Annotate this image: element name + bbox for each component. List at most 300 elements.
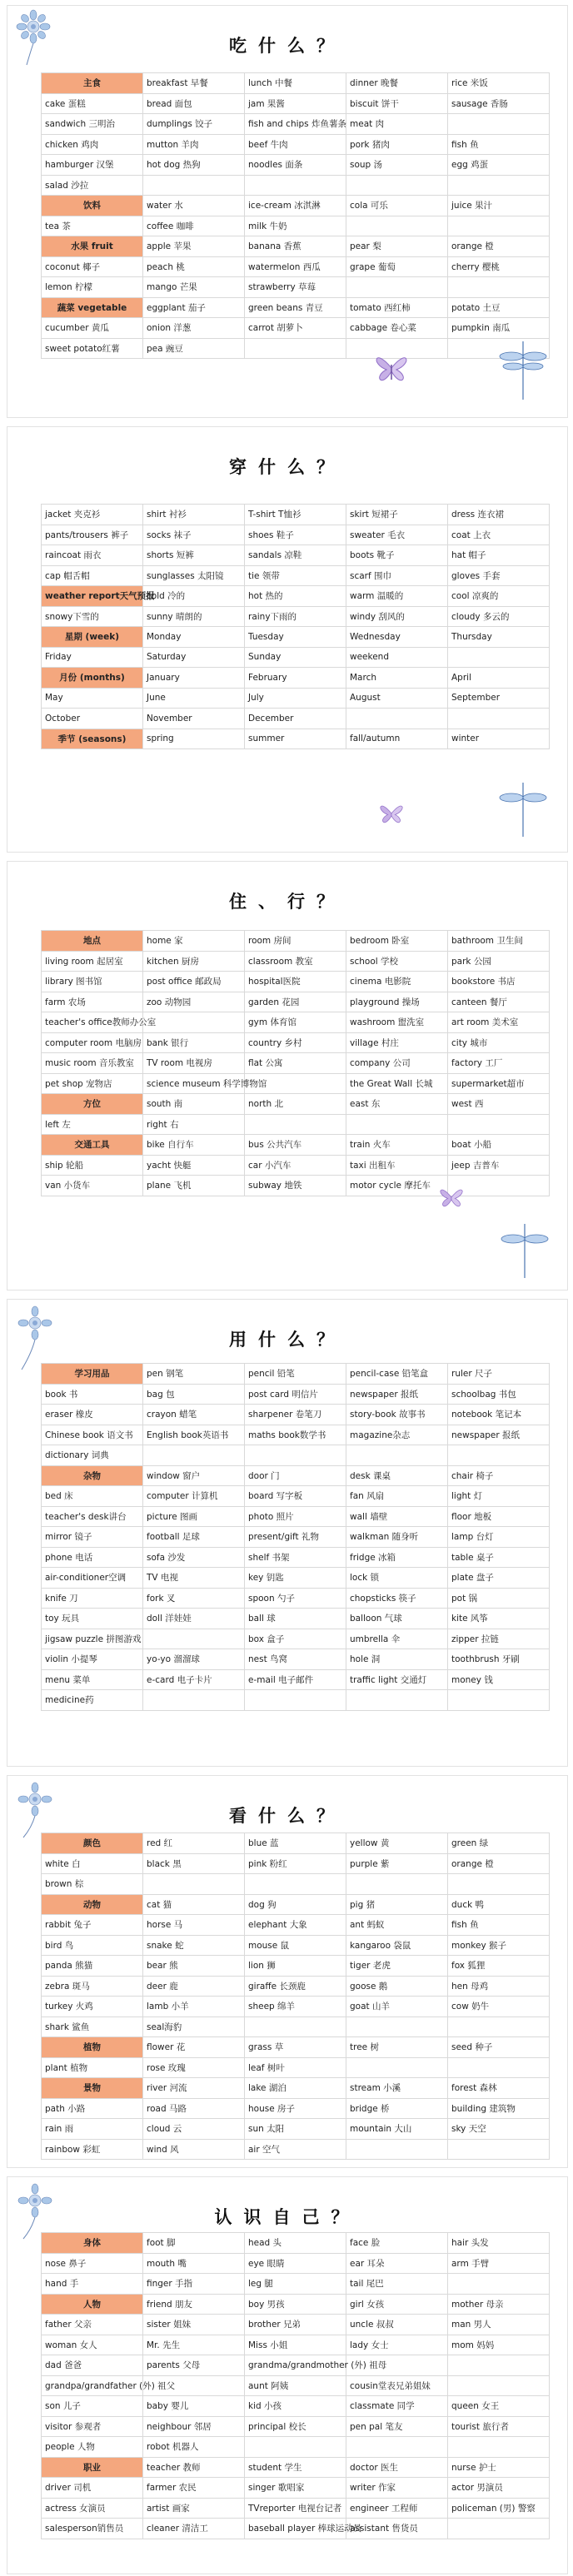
flower-decoration-icon: [12, 2181, 62, 2239]
vocab-cell: path 小路: [42, 2098, 143, 2119]
vocab-cell: November: [143, 709, 245, 729]
vocab-cell: farmer 农民: [143, 2478, 245, 2499]
vocab-cell: shelf 书架: [245, 1547, 346, 1568]
vocab-cell: maths book数学书: [245, 1425, 346, 1445]
vocab-cell: road 马路: [143, 2098, 245, 2119]
vocab-cell: January: [143, 668, 245, 689]
table-row: [42, 1935, 550, 1956]
vocab-cell: salad 沙拉: [42, 175, 143, 196]
category-header-cell: 交通工具: [42, 1135, 143, 1156]
vocab-cell: [448, 2375, 550, 2396]
table-row: [42, 236, 550, 257]
vocab-cell: teacher's office教师办公室: [42, 1012, 143, 1033]
vocab-cell: country 乡村: [245, 1032, 346, 1053]
vocab-cell: seed 种子: [448, 2037, 550, 2058]
vocab-cell: post card 明信片: [245, 1384, 346, 1405]
vocab-cell: driver 司机: [42, 2478, 143, 2499]
vocab-cell: tea 茶: [42, 216, 143, 236]
table-row: [42, 2335, 550, 2355]
vocab-cell: sweet potato红薯: [42, 338, 143, 359]
vocab-cell: breakfast 早餐: [143, 73, 245, 94]
vocab-cell: cousin堂表兄弟姐妹: [346, 2375, 448, 2396]
section-panel-places: [7, 861, 568, 1290]
vocab-cell: yo-yo 溜溜球: [143, 1649, 245, 1670]
vocab-cell: newspaper 报纸: [346, 1384, 448, 1405]
vocab-cell: lion 狮: [245, 1956, 346, 1977]
flower-decoration-icon: [8, 7, 58, 65]
vocab-cell: Friday: [42, 647, 143, 668]
vocab-cell: [448, 2139, 550, 2160]
category-header-cell: 植物: [42, 2037, 143, 2058]
vocab-cell: [448, 2274, 550, 2295]
vocab-cell: rainy下雨的: [245, 606, 346, 627]
vocab-cell: coat 上衣: [448, 525, 550, 545]
vocab-cell: pencil-case 铅笔盒: [346, 1364, 448, 1385]
vocab-cell: [346, 216, 448, 236]
vocab-cell: chair 椅子: [448, 1465, 550, 1486]
vocab-cell: hand 手: [42, 2274, 143, 2295]
vocab-cell: hat 帽子: [448, 545, 550, 566]
vocab-cell: lock 锁: [346, 1568, 448, 1589]
vocab-table: [41, 72, 550, 359]
vocab-cell: air-conditioner空调: [42, 1568, 143, 1589]
table-row: [42, 1894, 550, 1915]
vocab-cell: baseball player 棒球运动员: [245, 2519, 346, 2539]
vocab-cell: mouse 鼠: [245, 1935, 346, 1956]
table-row: [42, 1506, 550, 1527]
vocab-cell: [143, 1690, 245, 1711]
vocab-cell: monkey 猴子: [448, 1935, 550, 1956]
table-row: [42, 2396, 550, 2417]
vocab-cell: sharpener 卷笔刀: [245, 1405, 346, 1425]
vocab-cell: father 父亲: [42, 2315, 143, 2335]
vocab-cell: skirt 短裙子: [346, 505, 448, 525]
vocab-cell: desk 课桌: [346, 1465, 448, 1486]
vocab-cell: plate 盘子: [448, 1568, 550, 1589]
vocab-cell: wind 风: [143, 2139, 245, 2160]
vocab-cell: sister 姐妹: [143, 2315, 245, 2335]
category-header-cell: 动物: [42, 1894, 143, 1915]
vocab-cell: [245, 1690, 346, 1711]
category-header-cell: 颜色: [42, 1833, 143, 1854]
section-panel-see: [7, 1775, 568, 2168]
vocab-cell: April: [448, 668, 550, 689]
flower-decoration-icon: [12, 1303, 62, 1370]
vocab-cell: mirror 镜子: [42, 1527, 143, 1548]
vocab-cell: cap 帽舌帽: [42, 565, 143, 586]
vocab-cell: lady 女士: [346, 2335, 448, 2355]
vocab-cell: stream 小溪: [346, 2078, 448, 2099]
vocab-cell: boat 小船: [448, 1135, 550, 1156]
vocab-cell: school 学校: [346, 951, 448, 972]
vocab-cell: house 房子: [245, 2098, 346, 2119]
vocab-cell: table 桌子: [448, 1547, 550, 1568]
table-row: [42, 2478, 550, 2499]
vocab-cell: TV 电视: [143, 1568, 245, 1589]
vocab-cell: medicine药: [42, 1690, 143, 1711]
vocab-cell: cucumber 黄瓜: [42, 318, 143, 339]
vocab-cell: home 家: [143, 931, 245, 952]
vocab-cell: sky 天空: [448, 2119, 550, 2140]
vocab-cell: newspaper 报纸: [448, 1425, 550, 1445]
vocab-cell: snowy下雪的: [42, 606, 143, 627]
table-row: [42, 1690, 550, 1711]
vocab-cell: [346, 277, 448, 298]
vocab-cell: [245, 2017, 346, 2037]
vocab-cell: walkman 随身听: [346, 1527, 448, 1548]
category-header-cell: 饮料: [42, 196, 143, 216]
vocab-cell: [245, 1114, 346, 1135]
vocab-cell: spoon 勺子: [245, 1588, 346, 1609]
vocab-cell: leaf 树叶: [245, 2057, 346, 2078]
section-panel-things: [7, 1299, 568, 1767]
vocab-cell: pen pal 笔友: [346, 2416, 448, 2437]
dragonfly-icon: [490, 774, 556, 841]
vocab-cell: [448, 1114, 550, 1135]
vocab-cell: pig 猪: [346, 1894, 448, 1915]
vocab-cell: rabbit 兔子: [42, 1915, 143, 1936]
vocab-cell: ear 耳朵: [346, 2253, 448, 2274]
vocab-cell: spring: [143, 729, 245, 749]
vocab-cell: e-card 电子卡片: [143, 1669, 245, 1690]
table-row: [42, 2274, 550, 2295]
vocab-cell: queen 女王: [448, 2396, 550, 2417]
vocab-cell: egg 鸡蛋: [448, 155, 550, 176]
vocab-cell: gloves 手套: [448, 565, 550, 586]
vocab-cell: strawberry 草莓: [245, 277, 346, 298]
table-row: [42, 1588, 550, 1609]
vocab-cell: sandals 凉鞋: [245, 545, 346, 566]
vocab-cell: brown 棕: [42, 1874, 143, 1895]
vocab-cell: raincoat 雨衣: [42, 545, 143, 566]
table-row: [42, 318, 550, 339]
vocab-cell: banana 香蕉: [245, 236, 346, 257]
vocab-cell: [448, 175, 550, 196]
section-title: 吃什么？: [229, 36, 346, 56]
vocab-cell: football 足球: [143, 1527, 245, 1548]
vocab-cell: room 房间: [245, 931, 346, 952]
category-header-cell: 方位: [42, 1094, 143, 1115]
vocab-cell: living room 起居室: [42, 951, 143, 972]
vocab-cell: fish 鱼: [448, 134, 550, 155]
vocab-cell: chicken 鸡肉: [42, 134, 143, 155]
category-header-cell: 杂物: [42, 1465, 143, 1486]
vocab-cell: gym 体育馆: [245, 1012, 346, 1033]
vocab-cell: [143, 1629, 245, 1649]
vocab-cell: meat 肉: [346, 114, 448, 135]
table-row: [42, 1669, 550, 1690]
table-row: [42, 972, 550, 992]
vocab-cell: zipper 拉链: [448, 1629, 550, 1649]
vocab-cell: kangaroo 袋鼠: [346, 1935, 448, 1956]
vocab-cell: [448, 1874, 550, 1895]
vocab-cell: principal 校长: [245, 2416, 346, 2437]
vocab-cell: milk 牛奶: [245, 216, 346, 236]
vocab-cell: floor 地板: [448, 1506, 550, 1527]
table-row: [42, 1874, 550, 1895]
table-row: [42, 1032, 550, 1053]
category-header-cell: 地点: [42, 931, 143, 952]
vocab-cell: [448, 2057, 550, 2078]
vocab-cell: jam 果酱: [245, 93, 346, 114]
vocab-cell: tourist 旅行者: [448, 2416, 550, 2437]
vocab-cell: cold 冷的: [143, 586, 245, 607]
vocab-cell: [245, 338, 346, 359]
vocab-cell: story-book 故事书: [346, 1405, 448, 1425]
vocab-cell: mutton 羊肉: [143, 134, 245, 155]
vocab-cell: sun 太阳: [245, 2119, 346, 2140]
vocab-cell: wall 墙壁: [346, 1506, 448, 1527]
vocab-cell: [346, 2057, 448, 2078]
vocab-cell: coffee 咖啡: [143, 216, 245, 236]
vocab-cell: [346, 1445, 448, 1466]
vocab-cell: shark 鲨鱼: [42, 2017, 143, 2037]
vocab-cell: goose 鹅: [346, 1976, 448, 1997]
table-row: [42, 1649, 550, 1670]
vocab-cell: nose 鼻子: [42, 2253, 143, 2274]
vocab-cell: salesperson销售员: [42, 2519, 143, 2539]
vocab-cell: English book英语书: [143, 1425, 245, 1445]
vocab-cell: bathroom 卫生间: [448, 931, 550, 952]
vocab-cell: tail 尾巴: [346, 2274, 448, 2295]
vocab-cell: elephant 大象: [245, 1915, 346, 1936]
table-row: [42, 114, 550, 135]
vocab-cell: red 红: [143, 1833, 245, 1854]
table-row: [42, 1053, 550, 1074]
table-row: [42, 1915, 550, 1936]
vocab-cell: Wednesday: [346, 627, 448, 648]
table-row: [42, 1976, 550, 1997]
vocab-cell: bus 公共汽车: [245, 1135, 346, 1156]
vocab-cell: ball 球: [245, 1609, 346, 1629]
vocab-cell: woman 女人: [42, 2335, 143, 2355]
vocab-cell: dad 爸爸: [42, 2355, 143, 2376]
vocab-cell: windy 刮风的: [346, 606, 448, 627]
vocab-cell: tiger 老虎: [346, 1956, 448, 1977]
vocab-cell: the Great Wall 长城: [346, 1073, 448, 1094]
vocab-cell: jacket 夹克衫: [42, 505, 143, 525]
vocab-cell: building 建筑物: [448, 2098, 550, 2119]
dragonfly-icon: [490, 333, 556, 408]
vocab-cell: [448, 2519, 550, 2539]
vocab-table: [41, 930, 550, 1196]
vocab-cell: juice 果汁: [448, 196, 550, 216]
table-row: [42, 627, 550, 648]
vocab-table: [41, 1363, 550, 1711]
vocab-cell: leg 腿: [245, 2274, 346, 2295]
vocab-cell: soup 汤: [346, 155, 448, 176]
vocab-cell: train 火车: [346, 1135, 448, 1156]
table-row: [42, 277, 550, 298]
vocab-cell: air 空气: [245, 2139, 346, 2160]
section-title: 住、行？: [229, 892, 346, 912]
vocab-cell: black 黑: [143, 1853, 245, 1874]
vocab-cell: playground 操场: [346, 992, 448, 1012]
table-row: [42, 1445, 550, 1466]
vocab-cell: sofa 沙发: [143, 1547, 245, 1568]
vocab-cell: lamp 台灯: [448, 1527, 550, 1548]
vocab-cell: [245, 2437, 346, 2458]
vocab-cell: hamburger 汉堡: [42, 155, 143, 176]
vocab-cell: bank 银行: [143, 1032, 245, 1053]
vocab-cell: potato 土豆: [448, 297, 550, 318]
table-row: [42, 1527, 550, 1548]
vocab-cell: crayon 蜡笔: [143, 1405, 245, 1425]
vocab-cell: July: [245, 688, 346, 709]
table-row: [42, 2098, 550, 2119]
vocab-cell: eye 眼睛: [245, 2253, 346, 2274]
vocab-cell: February: [245, 668, 346, 689]
vocab-cell: dictionary 词典: [42, 1445, 143, 1466]
vocab-cell: goat 山羊: [346, 1997, 448, 2017]
vocab-cell: hot 热的: [245, 586, 346, 607]
vocab-cell: river 河流: [143, 2078, 245, 2099]
table-row: [42, 2253, 550, 2274]
vocab-cell: [448, 277, 550, 298]
vocab-cell: lemon 柠檬: [42, 277, 143, 298]
vocab-cell: pants/trousers 裤子: [42, 525, 143, 545]
vocab-cell: [143, 1445, 245, 1466]
vocab-cell: fish and chips 炸鱼薯条: [245, 114, 346, 135]
vocab-cell: window 窗户: [143, 1465, 245, 1486]
vocab-cell: computer room 电脑房: [42, 1032, 143, 1053]
vocab-cell: tomato 西红柿: [346, 297, 448, 318]
vocab-cell: visitor 参观者: [42, 2416, 143, 2437]
vocab-cell: zebra 斑马: [42, 1976, 143, 1997]
vocab-cell: teacher's desk讲台: [42, 1506, 143, 1527]
vocab-cell: mountain 大山: [346, 2119, 448, 2140]
vocab-cell: plant 植物: [42, 2057, 143, 2078]
vocab-cell: knife 刀: [42, 1588, 143, 1609]
vocab-cell: duck 鸭: [448, 1894, 550, 1915]
table-row: [42, 525, 550, 545]
vocab-cell: grass 草: [245, 2037, 346, 2058]
vocab-cell: apple 苹果: [143, 236, 245, 257]
vocab-cell: bear 熊: [143, 1956, 245, 1977]
vocab-cell: [143, 1012, 245, 1033]
vocab-cell: bedroom 卧室: [346, 931, 448, 952]
vocab-cell: company 公司: [346, 1053, 448, 1074]
vocab-cell: [346, 709, 448, 729]
vocab-cell: park 公园: [448, 951, 550, 972]
table-row: [42, 2416, 550, 2437]
vocab-cell: notebook 笔记本: [448, 1405, 550, 1425]
table-row: [42, 2233, 550, 2254]
vocab-cell: friend 朋友: [143, 2294, 245, 2315]
vocab-cell: engineer 工程师: [346, 2498, 448, 2519]
vocab-cell: orange 橙: [448, 1853, 550, 1874]
vocab-table: [41, 1833, 550, 2160]
vocab-cell: [245, 175, 346, 196]
table-row: [42, 2057, 550, 2078]
vocab-cell: eggplant 茄子: [143, 297, 245, 318]
vocab-cell: bridge 桥: [346, 2098, 448, 2119]
vocab-cell: garden 花园: [245, 992, 346, 1012]
table-row: [42, 1465, 550, 1486]
vocab-cell: cola 可乐: [346, 196, 448, 216]
table-row: [42, 951, 550, 972]
section-panel-self: [7, 2176, 568, 2574]
table-row: [42, 2139, 550, 2160]
vocab-cell: north 北: [245, 1094, 346, 1115]
section-title: 认识自己？: [214, 2207, 361, 2227]
category-header-cell: 主食: [42, 73, 143, 94]
table-row: [42, 2078, 550, 2099]
category-header-cell: 学习用品: [42, 1364, 143, 1385]
vocab-cell: car 小汽车: [245, 1155, 346, 1176]
vocab-cell: rose 玫瑰: [143, 2057, 245, 2078]
vocab-cell: Tuesday: [245, 627, 346, 648]
vocab-cell: [346, 1114, 448, 1135]
vocab-cell: jigsaw puzzle 拼图游戏: [42, 1629, 143, 1649]
vocab-cell: key 钥匙: [245, 1568, 346, 1589]
vocab-cell: man 男人: [448, 2315, 550, 2335]
vocab-cell: pencil 铅笔: [245, 1364, 346, 1385]
table-row: [42, 1997, 550, 2017]
vocab-cell: face 脸: [346, 2233, 448, 2254]
vocab-cell: lamb 小羊: [143, 1997, 245, 2017]
vocab-cell: brother 兄弟: [245, 2315, 346, 2335]
section-panel-clothes: [7, 426, 568, 853]
vocab-cell: toy 玩具: [42, 1609, 143, 1629]
table-row: [42, 1425, 550, 1445]
table-row: [42, 73, 550, 94]
vocab-cell: bird 鸟: [42, 1935, 143, 1956]
vocab-cell: supermarket超市: [448, 1073, 550, 1094]
vocab-cell: hot dog 热狗: [143, 155, 245, 176]
table-row: [42, 1176, 550, 1196]
vocab-cell: policeman (男) 警察: [448, 2498, 550, 2519]
vocab-cell: schoolbag 书包: [448, 1384, 550, 1405]
vocab-cell: east 东: [346, 1094, 448, 1115]
vocab-cell: tie 领带: [245, 565, 346, 586]
vocab-cell: cinema 电影院: [346, 972, 448, 992]
vocab-cell: May: [42, 688, 143, 709]
vocab-cell: yacht 快艇: [143, 1155, 245, 1176]
vocab-cell: music room 音乐教室: [42, 1053, 143, 1074]
vocab-cell: blue 蓝: [245, 1833, 346, 1854]
table-row: [42, 729, 550, 749]
vocab-cell: fridge 冰箱: [346, 1547, 448, 1568]
vocab-cell: Thursday: [448, 627, 550, 648]
vocab-cell: parents 父母: [143, 2355, 245, 2376]
table-row: [42, 1405, 550, 1425]
vocab-cell: cleaner 清洁工: [143, 2519, 245, 2539]
table-row: [42, 2037, 550, 2058]
vocab-cell: weekend: [346, 647, 448, 668]
table-row: [42, 668, 550, 689]
vocab-cell: onion 洋葱: [143, 318, 245, 339]
table-row: [42, 565, 550, 586]
vocab-cell: assistant 售货员: [346, 2519, 448, 2539]
vocab-cell: city 城市: [448, 1032, 550, 1053]
section-title: 用什么？: [229, 1330, 346, 1350]
vocab-cell: lunch 中餐: [245, 73, 346, 94]
vocab-cell: west 西: [448, 1094, 550, 1115]
vocab-cell: seal海豹: [143, 2017, 245, 2037]
vocab-cell: [346, 1874, 448, 1895]
category-header-cell: 星期 (week): [42, 627, 143, 648]
vocab-cell: subway 地铁: [245, 1176, 346, 1196]
vocab-cell: shoes 鞋子: [245, 525, 346, 545]
vocab-cell: grape 葡萄: [346, 256, 448, 277]
vocab-cell: bike 自行车: [143, 1135, 245, 1156]
vocab-cell: science museum 科学博物馆: [143, 1073, 245, 1094]
category-header-cell: 月份 (months): [42, 668, 143, 689]
vocab-cell: sunny 晴朗的: [143, 606, 245, 627]
vocab-cell: computer 计算机: [143, 1486, 245, 1507]
vocab-cell: e-mail 电子邮件: [245, 1669, 346, 1690]
